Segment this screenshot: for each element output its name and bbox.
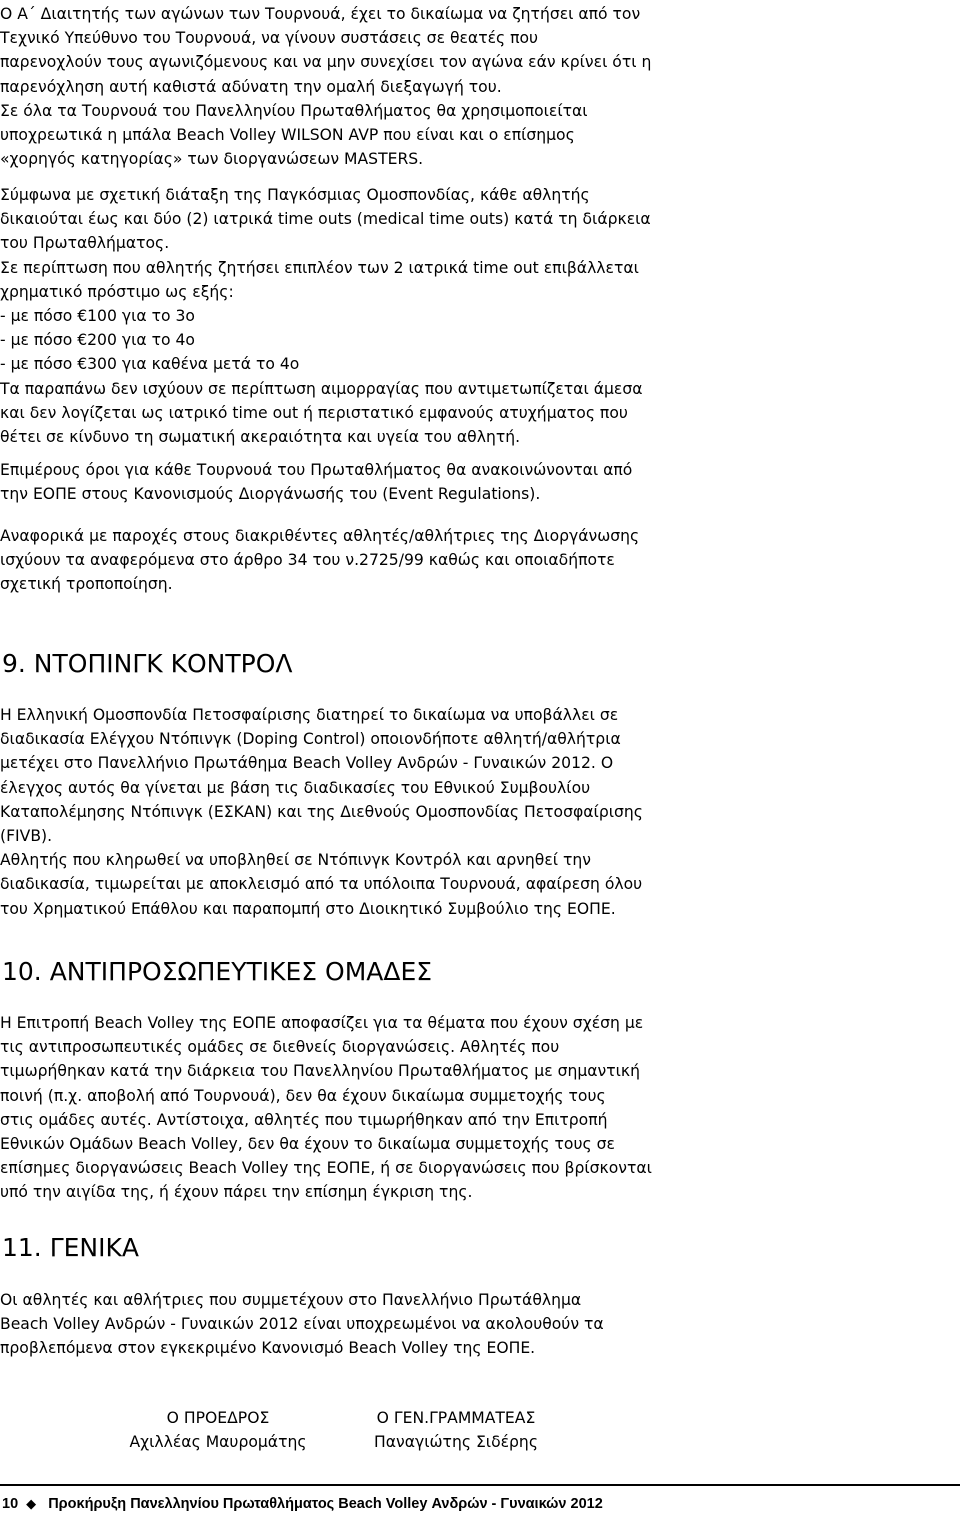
text-line: - με πόσο €200 για το 4ο bbox=[0, 331, 195, 350]
text-line: Ο Α΄ Διαιτητής των αγώνων των Τουρνουά, έχει το δικαίωμα να ζητήσει από τον bbox=[0, 5, 641, 23]
secretary-signature-block bbox=[356, 1406, 556, 1454]
text-line: χρηματικό πρόστιμο ως εξής: bbox=[0, 282, 234, 301]
text-line: προβλεπόμενα στον εγκεκριμένο Κανονισμό Beach Volley της ΕΟΠΕ. bbox=[0, 1339, 536, 1358]
text-line: διαδικασία Ελέγχου Ντόπινγκ (Doping Control) οποιονδήποτε αθλητή/αθλήτρια bbox=[0, 730, 621, 749]
section-10-heading: 10. ΑΝΤΙΠΡΟΣΩΠΕΥΤΙΚΕΣ ΟΜΑΔΕΣ bbox=[2, 957, 433, 986]
footer-rule bbox=[0, 1484, 960, 1486]
text-line: ποινή (π.χ. αποβολή από Τουρνουά), δεν θα έχουν δικαίωμα συμμετοχής τους bbox=[0, 1086, 606, 1105]
footer-title: Προκήρυξη Πανελληνίου Πρωταθλήματος Beach Volley Ανδρών - Γυναικών 2012 bbox=[48, 1496, 603, 1512]
text-line: (FIVB). bbox=[0, 827, 53, 846]
text-line: τις αντιπροσωπευτικές ομάδες σε διεθνείς διοργανώσεις. Αθλητές που bbox=[0, 1038, 560, 1057]
text-line: παρενοχλούν τους αγωνιζόμενους και να μην συνεχίσει τον αγώνα εάν κρίνει ότι η bbox=[0, 53, 652, 72]
secretary-title: Ο ΓΕΝ.ΓΡΑΜΜΑΤΕΑΣ bbox=[376, 1409, 536, 1427]
section-10-paragraph bbox=[0, 1011, 950, 1205]
text-line: υποχρεωτικά η μπάλα Beach Volley WILSON AVP που είναι και ο επίσημος bbox=[0, 126, 575, 145]
text-line: θέτει σε κίνδυνο τη σωματική ακεραιότητα και υγεία του αθλητή. bbox=[0, 428, 521, 447]
text-line: Σε περίπτωση που αθλητής ζητήσει επιπλέον των 2 ιατρικά time out επιβάλλεται bbox=[0, 258, 639, 277]
text-line: Η Επιτροπή Beach Volley της ΕΟΠΕ αποφασίζει για τα θέματα που έχουν σχέση με bbox=[0, 1014, 644, 1032]
president-signature-block bbox=[118, 1406, 318, 1454]
text-line: Η Ελληνική Ομοσπονδία Πετοσφαίρισης διατηρεί το δικαίωμα να υποβάλλει σε bbox=[0, 706, 619, 724]
text-line: Τα παραπάνω δεν ισχύουν σε περίπτωση αιμορραγίας που αντιμετωπίζεται άμεσα bbox=[0, 379, 643, 398]
section-9-heading: 9. ΝΤΟΠΙΝΓΚ ΚΟΝΤΡΟΛ bbox=[2, 649, 293, 678]
section-11-heading: 11. ΓΕΝΙΚΑ bbox=[2, 1233, 139, 1262]
text-line: τιμωρήθηκαν κατά την διάρκεια του Πανελληνίου Πρωταθλήματος με σημαντική bbox=[0, 1062, 641, 1081]
president-title: Ο ΠΡΟΕΔΡΟΣ bbox=[166, 1409, 270, 1427]
text-line: Τεχνικό Υπεύθυνο του Τουρνουά, να γίνουν συστάσεις σε θεατές που bbox=[0, 29, 539, 48]
section-9-paragraph bbox=[0, 703, 950, 921]
text-line: του Χρηματικού Επάθλου και παραπομπή στο Διοικητικό Συμβούλιο της ΕΟΠΕ. bbox=[0, 899, 616, 918]
text-line: - με πόσο €300 για καθένα μετά το 4ο bbox=[0, 355, 300, 374]
text-line: μετέχει στο Πανελλήνιο Πρωτάθημα Beach Volley Ανδρών - Γυναικών 2012. Ο bbox=[0, 754, 614, 773]
text-line: την ΕΟΠΕ στους Κανονισμούς Διοργάνωσής του (Event Regulations). bbox=[0, 485, 541, 504]
text-line: σχετική τροποποίηση. bbox=[0, 575, 173, 594]
text-line: έλεγχος αυτός θα γίνεται με βάση τις διαδικασίες του Εθνικού Συμβουλίου bbox=[0, 778, 591, 797]
text-line: Beach Volley Ανδρών - Γυναικών 2012 είναι υποχρεωμένοι να ακολουθούν τα bbox=[0, 1315, 604, 1334]
text-line: Οι αθλητές και αθλήτριες που συμμετέχουν στο Πανελλήνιο Πρωτάθλημα bbox=[0, 1291, 582, 1309]
text-line: Σύμφωνα με σχετική διάταξη της Παγκόσμιας Ομοσπονδίας, κάθε αθλητής bbox=[0, 186, 590, 204]
text-line: του Πρωταθλήματος. bbox=[0, 234, 170, 253]
diamond-icon: ◆ bbox=[26, 1496, 37, 1511]
text-line: Αθλητής που κληρωθεί να υποβληθεί σε Ντόπινγκ Κοντρόλ και αρνηθεί την bbox=[0, 851, 591, 870]
medical-timeout-paragraph bbox=[0, 183, 950, 449]
text-line: Σε όλα τα Τουρνουά του Πανελληνίου Πρωταθλήματος θα χρησιμοποιείται bbox=[0, 101, 588, 120]
text-line: ισχύουν τα αναφερόμενα στο άρθρο 34 του ν.2725/99 καθώς και οποιαδήποτε bbox=[0, 551, 615, 570]
text-line: επίσημες διοργανώσεις Beach Volley της ΕΟΠΕ, ή σε διοργανώσεις που βρίσκονται bbox=[0, 1159, 652, 1178]
text-line: στις ομάδες αυτές. Αντίστοιχα, αθλητές που τιμωρήθηκαν από την Επιτροπή bbox=[0, 1110, 608, 1129]
intro-paragraph bbox=[0, 2, 950, 171]
text-line: παρενόχληση αυτή καθιστά αδύνατη την ομαλή διεξαγωγή του. bbox=[0, 77, 502, 96]
text-line: - με πόσο €100 για το 3ο bbox=[0, 307, 195, 326]
text-line: Καταπολέμησης Ντόπινγκ (ΕΣΚΑΝ) και της Διεθνούς Ομοσπονδίας Πετοσφαίρισης bbox=[0, 802, 643, 821]
text-line: υπό την αιγίδα της, ή έχουν πάρει την επίσημη έγκριση της. bbox=[0, 1183, 473, 1202]
rewards-paragraph bbox=[0, 524, 950, 597]
terms-paragraph bbox=[0, 458, 950, 506]
page-number: 10 bbox=[2, 1496, 19, 1512]
text-line: Αναφορικά με παροχές στους διακριθέντες αθλητές/αθλήτριες της Διοργάνωσης bbox=[0, 527, 640, 545]
text-line: διαδικασία, τιμωρείται με αποκλεισμό από τα υπόλοιπα Τουρνουά, αφαίρεση όλου bbox=[0, 875, 643, 894]
secretary-name: Παναγιώτης Σιδέρης bbox=[374, 1433, 538, 1451]
president-name: Αχιλλέας Μαυρομάτης bbox=[129, 1433, 307, 1451]
text-line: και δεν λογίζεται ως ιατρικό time out ή περιστατικό εμφανούς ατυχήματος που bbox=[0, 403, 628, 422]
text-line: «χορηγός κατηγορίας» των διοργανώσεων MASTERS. bbox=[0, 150, 424, 169]
page-footer bbox=[2, 1493, 603, 1515]
text-line: δικαιούται έως και δύο (2) ιατρικά time outs (medical time outs) κατά τη διάρκεια bbox=[0, 210, 651, 229]
text-line: Επιμέρους όροι για κάθε Τουρνουά του Πρωταθλήματος θα ανακοινώνονται από bbox=[0, 461, 633, 479]
text-line: Εθνικών Ομάδων Beach Volley, δεν θα έχουν το δικαίωμα συμμετοχής τους σε bbox=[0, 1135, 615, 1154]
section-11-paragraph bbox=[0, 1288, 950, 1361]
